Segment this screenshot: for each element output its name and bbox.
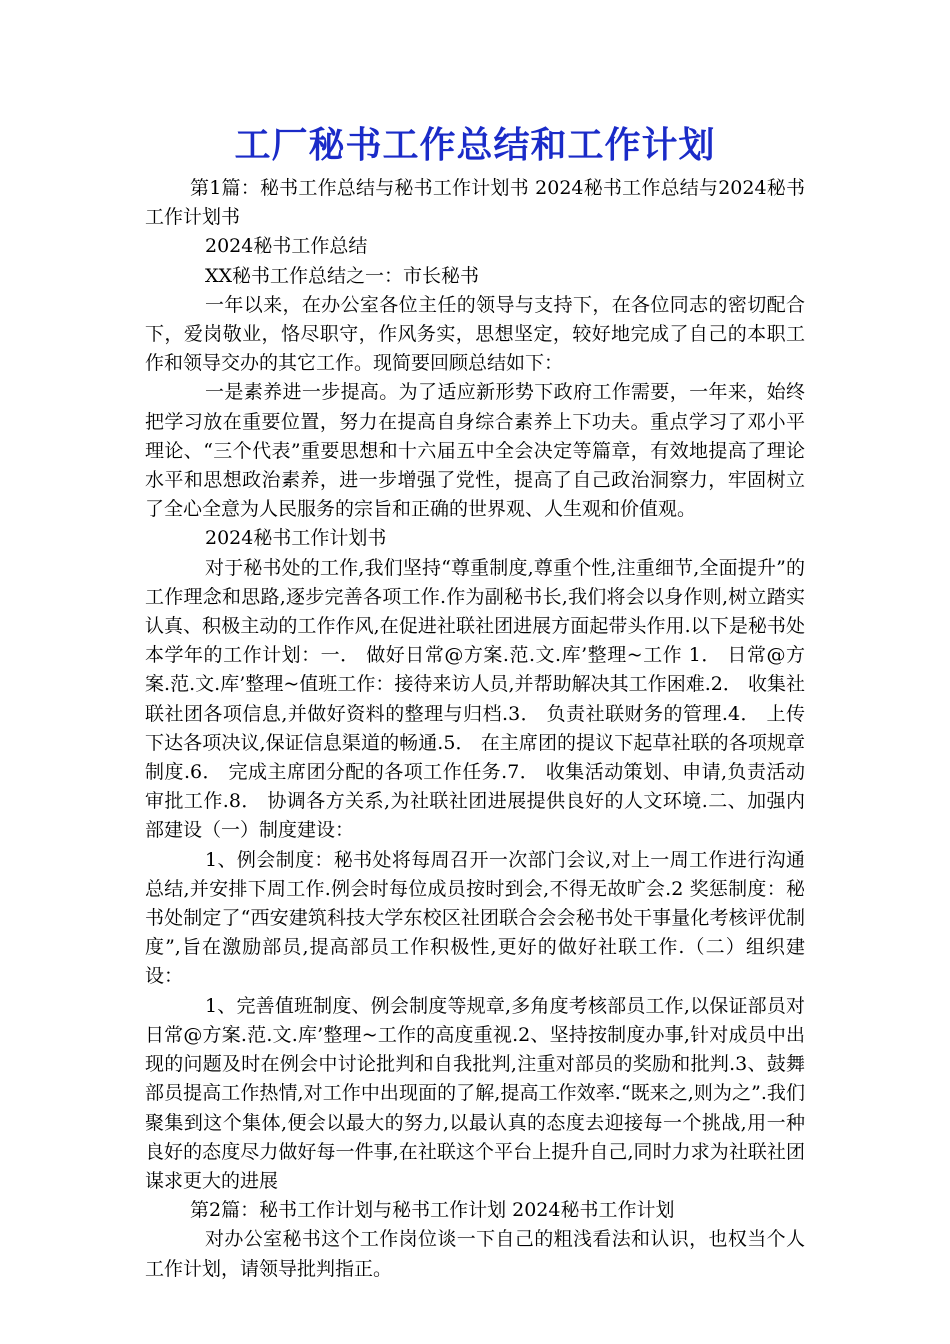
paragraph: 1、例会制度：秘书处将每周召开一次部门会议,对上一周工作进行沟通总结,并安排下周工作.例会时每位成员按时到会,不得无故旷会.2 奖惩制度：秘书处制定了“西安建筑科技大学东校区社团联合会会秘书处干事量化考核评优制度”,旨在激励部员,提高部员工作积极性,更好的做好社联工作.（二）组织建设： xyxy=(145,848,805,988)
paragraph: 一是素养进一步提高。为了适应新形势下政府工作需要，一年来，始终把学习放在重要位置，努力在提高自身综合素养上下功夫。重点学习了邓小平理论、“三个代表”重要思想和十六届五中全会决定等篇章，有效地提高了理论水平和思想政治素养，进一步增强了党性，提高了自己政治洞察力，牢固树立了全心全意为人民服务的宗旨和正确的世界观、人生观和价值观。 xyxy=(145,381,805,521)
document-body xyxy=(145,174,805,1284)
paragraph: 第2篇：秘书工作计划与秘书工作计划 2024秘书工作计划 xyxy=(190,1199,675,1222)
paragraph: 对于秘书处的工作,我们坚持“尊重制度,尊重个性,注重细节,全面提升”的工作理念和思路,逐步完善各项工作.作为副秘书长,我们将会以身作则,树立踏实认真、积极主动的工作作风,在促进社联社团进展方面起带头作用.以下是秘书处本学年的工作计划：一． 做好日常@方案.范.文.库’整理~工作 1． 日常@方案.范.文.库’整理~值班工作：接待来访人员,并帮助解决其工作困难.2． 收集社联社团各项信息,并做好资料的整理与归档.3． 负责社联财务的管理.4． 上传下达各项决议,保证信息渠道的畅通.5． 在主席团的提议下起草社联的各项规章制度.6． 完成主席团分配的各项工作任务.7． 收集活动策划、申请,负责活动审批工作.8． 协调各方关系,为社联社团进展提供良好的人文环境.二、加强内部建设（一）制度建设： xyxy=(145,556,805,842)
paragraph: 1、完善值班制度、例会制度等规章,多角度考核部员工作,以保证部员对日常@方案.范.文.库’整理~工作的高度重视.2、坚持按制度办事,针对成员中出现的问题及时在例会中讨论批判和自我批判,注重对部员的奖励和批判.3、鼓舞部员提高工作热情,对工作中出现面的了解,提高工作效率.“既来之,则为之”.我们聚集到这个集体,便会以最大的努力,以最认真的态度去迎接每一个挑战,用一种良好的态度尽力做好每一件事,在社联这个平台上提升自己,同时力求为社联社团谋求更大的进展 xyxy=(145,994,805,1192)
paragraph: 第1篇：秘书工作总结与秘书工作计划书 2024秘书工作总结与2024秘书工作计划书 xyxy=(145,177,805,229)
paragraph: 2024秘书工作计划书 xyxy=(205,527,387,550)
paragraph: 2024秘书工作总结 xyxy=(205,235,368,258)
paragraph: XX秘书工作总结之一：市长秘书 xyxy=(205,264,480,287)
paragraph: 对办公室秘书这个工作岗位谈一下自己的粗浅看法和认识，也权当个人工作计划，请领导批判指正。 xyxy=(145,1228,805,1280)
document-page xyxy=(145,118,805,1284)
paragraph: 一年以来，在办公室各位主任的领导与支持下，在各位同志的密切配合下，爱岗敬业，恪尽职守，作风务实，思想坚定，较好地完成了自己的本职工作和领导交办的其它工作。现简要回顾总结如下： xyxy=(145,293,805,375)
document-title: 工厂秘书工作总结和工作计划 xyxy=(234,125,716,166)
